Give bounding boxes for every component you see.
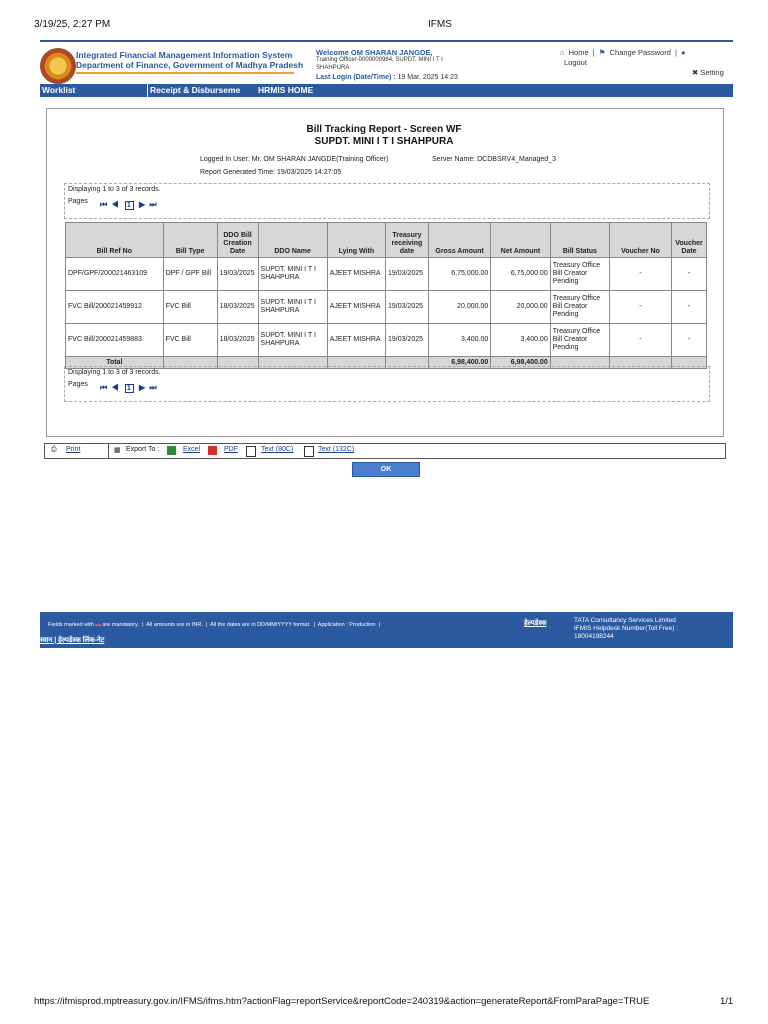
total-gross: 6,98,400.00 [428,357,490,369]
mp-emblem-icon [40,48,76,84]
tcs-line1: TATA Consultancy Services Limited [574,617,676,624]
cell-treasury-date: 19/03/2025 [385,324,428,357]
cell-gross: 6,75,000.00 [428,258,490,291]
cell-voucher-date: - [672,324,707,357]
user-detail-1: Training Officer-0000000964, SUPDT. MINI I T I [316,57,443,63]
cell-ddo-name: SUPDT. MINI I T I SHAHPURA [258,291,327,324]
print-page: 1/1 [720,996,734,1007]
pager-top [100,200,158,210]
cell-bill-ref: DPF/GPF/200021463109 [66,258,164,291]
generated-time: Report Generated Time: 19/03/2025 14:27:05 [200,169,342,176]
logout-icon: ● [681,48,686,57]
cell-ddo-name: SUPDT. MINI I T I SHAHPURA [258,324,327,357]
cell-creation-date: 19/03/2025 [217,258,258,291]
cell-voucher-no: - [609,258,671,291]
print-title: IFMS [428,19,452,30]
col-bill-ref-no: Bill Ref No [66,223,164,258]
home-icon: ⌂ [560,48,565,57]
footer-dates: All the dates are in DD/MM/YYYY format. [210,622,311,628]
cell-status: Treasury Office Bill Creator Pending [550,258,609,291]
cell-lying-with: AJEET MISHRA [327,291,385,324]
pages-label-bottom: Pages [68,381,88,388]
footer-amounts: All amounts are in INR. [146,622,203,628]
col-bill-status: Bill Status [550,223,609,258]
excel-icon[interactable] [167,446,176,455]
col-bill-type: Bill Type [163,223,217,258]
last-page-icon[interactable]: ⏭ [149,200,158,209]
last-login-value: 19 Mar, 2025 14:23 [397,74,458,81]
cell-net: 6,75,000.00 [491,258,550,291]
print-url: https://ifmisprod.mptreasury.gov.in/IFMS/ifms.htm?actionFlag=reportService&reportCode=240319&action=generateReport&FromParaPage=TRUE [34,996,650,1007]
welcome-label: Welcome [316,48,349,57]
print-datetime: 3/19/25, 2:27 PM [34,19,111,30]
tcs-line3: 18004198244 [574,633,614,640]
nav-bar [40,84,733,97]
next-page-icon[interactable]: ▶ [138,200,147,209]
nav-divider [147,84,148,97]
nav-receipt-disbursement[interactable]: Receipt & Disburseme [150,85,241,95]
cell-bill-type: FVC Bill [163,324,217,357]
cell-bill-type: FVC Bill [163,291,217,324]
mandatory-marker: ▬ [95,622,101,628]
table-header-row [66,223,707,258]
server-name: Server Name: DCDBSRV4_Managed_3 [432,156,556,163]
cell-treasury-date: 19/03/2025 [385,258,428,291]
cell-gross: 3,400.00 [428,324,490,357]
cell-status: Treasury Office Bill Creator Pending [550,324,609,357]
cell-lying-with: AJEET MISHRA [327,258,385,291]
records-info-bottom: Displaying 1 to 3 of 3 records. [68,369,161,376]
user-name: OM SHARAN JANGDE, [350,48,433,57]
first-page-icon[interactable]: ⏮ [100,383,109,392]
col-voucher-no: Voucher No [609,223,671,258]
pages-label-top: Pages [68,198,88,205]
next-page-icon[interactable]: ▶ [138,383,147,392]
cell-lying-with: AJEET MISHRA [327,324,385,357]
col-net-amount: Net Amount [491,223,550,258]
col-ddo-name: DDO Name [258,223,327,258]
cell-voucher-no: - [609,324,671,357]
prev-page-icon[interactable]: ◀ [111,383,120,392]
text-file-icon[interactable] [246,446,256,457]
export-icon: ▦ [114,447,121,454]
print-link[interactable]: Print [66,446,81,453]
report-subtitle: SUPDT. MINI I T I SHAHPURA [314,136,454,147]
text-file-icon[interactable] [304,446,314,457]
prev-page-icon[interactable]: ◀ [111,200,120,209]
cell-net: 3,400.00 [491,324,550,357]
setting-label: Setting [700,68,724,77]
pdf-icon[interactable] [208,446,217,455]
records-info-top: Displaying 1 to 3 of 3 records. [68,186,161,193]
footer-mandatory: Fields marked with ▬ are mandatory. | All amounts are in INR. | All the dates are in DD/MM/YYYY format. | Application : Production | [48,622,382,628]
cell-voucher-no: - [609,291,671,324]
nav-worklist[interactable]: Worklist [42,85,76,95]
tcs-info [574,617,678,641]
cell-bill-ref: FVC Bill/200021459883 [66,324,164,357]
export-label: Export To : [126,446,160,453]
org-name-line1: Integrated Financial Management Information System [76,50,293,60]
col-creation-date: DDO Bill Creation Date [217,223,258,258]
excel-link[interactable]: Excel [183,446,201,453]
mandatory-post: are mandatory. [102,622,140,628]
footer-application: Application : Production [317,622,376,628]
logged-in-user: Logged In User: Mr. OM SHARAN JANGDE(Training Officer) [200,156,389,163]
user-detail-2: SHAHPURA [316,65,350,71]
mandatory-pre: Fields marked with [48,622,94,628]
nav-hrmis-home[interactable]: HRMIS HOME [258,85,314,95]
cell-status: Treasury Office Bill Creator Pending [550,291,609,324]
first-page-icon[interactable]: ⏮ [100,200,109,209]
cell-voucher-date: - [672,291,707,324]
report-title: Bill Tracking Report - Screen WF [306,124,462,135]
col-voucher-date: Voucher Date [672,223,707,258]
cell-ddo-name: SUPDT. MINI I T I SHAHPURA [258,258,327,291]
cell-creation-date: 18/03/2025 [217,324,258,357]
org-underline [76,72,294,74]
top-links: ⌂ Home | ⚑ Change Password | ● [560,48,686,57]
last-login [316,74,458,81]
org-name-line2: Department of Finance, Government of Madhya Pradesh [76,60,304,70]
col-treasury-date: Treasury receiving date [385,223,428,258]
helpdesk-link[interactable]: हेल्पडेस्क [524,620,547,627]
cell-bill-type: DPF / GPF Bill [163,258,217,291]
cell-voucher-date: - [672,258,707,291]
total-label: Total [66,357,164,369]
toolbar-divider [108,443,109,459]
ok-button[interactable]: OK [352,462,420,477]
printer-icon[interactable]: ⎙ [51,446,57,453]
pager-bottom [100,383,158,393]
last-page-icon[interactable]: ⏭ [149,383,158,392]
page-number[interactable]: 1 [126,202,132,209]
text132-link[interactable]: Text (132C) [318,446,355,453]
key-icon: ⚑ [598,48,606,57]
welcome-text [316,48,433,57]
pdf-link[interactable]: PDF [224,446,238,453]
cell-net: 20,000.00 [491,291,550,324]
bill-table [65,222,707,369]
last-login-label: Last Login (Date/Time) : [316,74,396,81]
total-net: 6,98,400.00 [491,357,550,369]
wrench-icon: ✖ [692,68,699,77]
cell-gross: 20,000.00 [428,291,490,324]
cell-creation-date: 18/03/2025 [217,291,258,324]
table-row [66,258,707,291]
home-link[interactable]: Home [568,48,589,57]
logout-link[interactable]: Logout [564,58,587,67]
col-lying-with: Lying With [327,223,385,258]
table-row [66,291,707,324]
setting-link[interactable] [692,68,724,77]
cell-bill-ref: FVC Bill/200021459912 [66,291,164,324]
cell-treasury-date: 19/03/2025 [385,291,428,324]
text80-link[interactable]: Text (80C) [261,446,294,453]
change-password-link[interactable]: Change Password [609,48,671,57]
page-number[interactable]: 1 [126,385,132,392]
hindi-links[interactable]: स्वान | हेल्पडेस्क लिंक-नेट [40,637,105,644]
col-gross-amount: Gross Amount [428,223,490,258]
tcs-line2: IFMIS Helpdesk Number(Toll Free) : [574,625,679,632]
table-row [66,324,707,357]
